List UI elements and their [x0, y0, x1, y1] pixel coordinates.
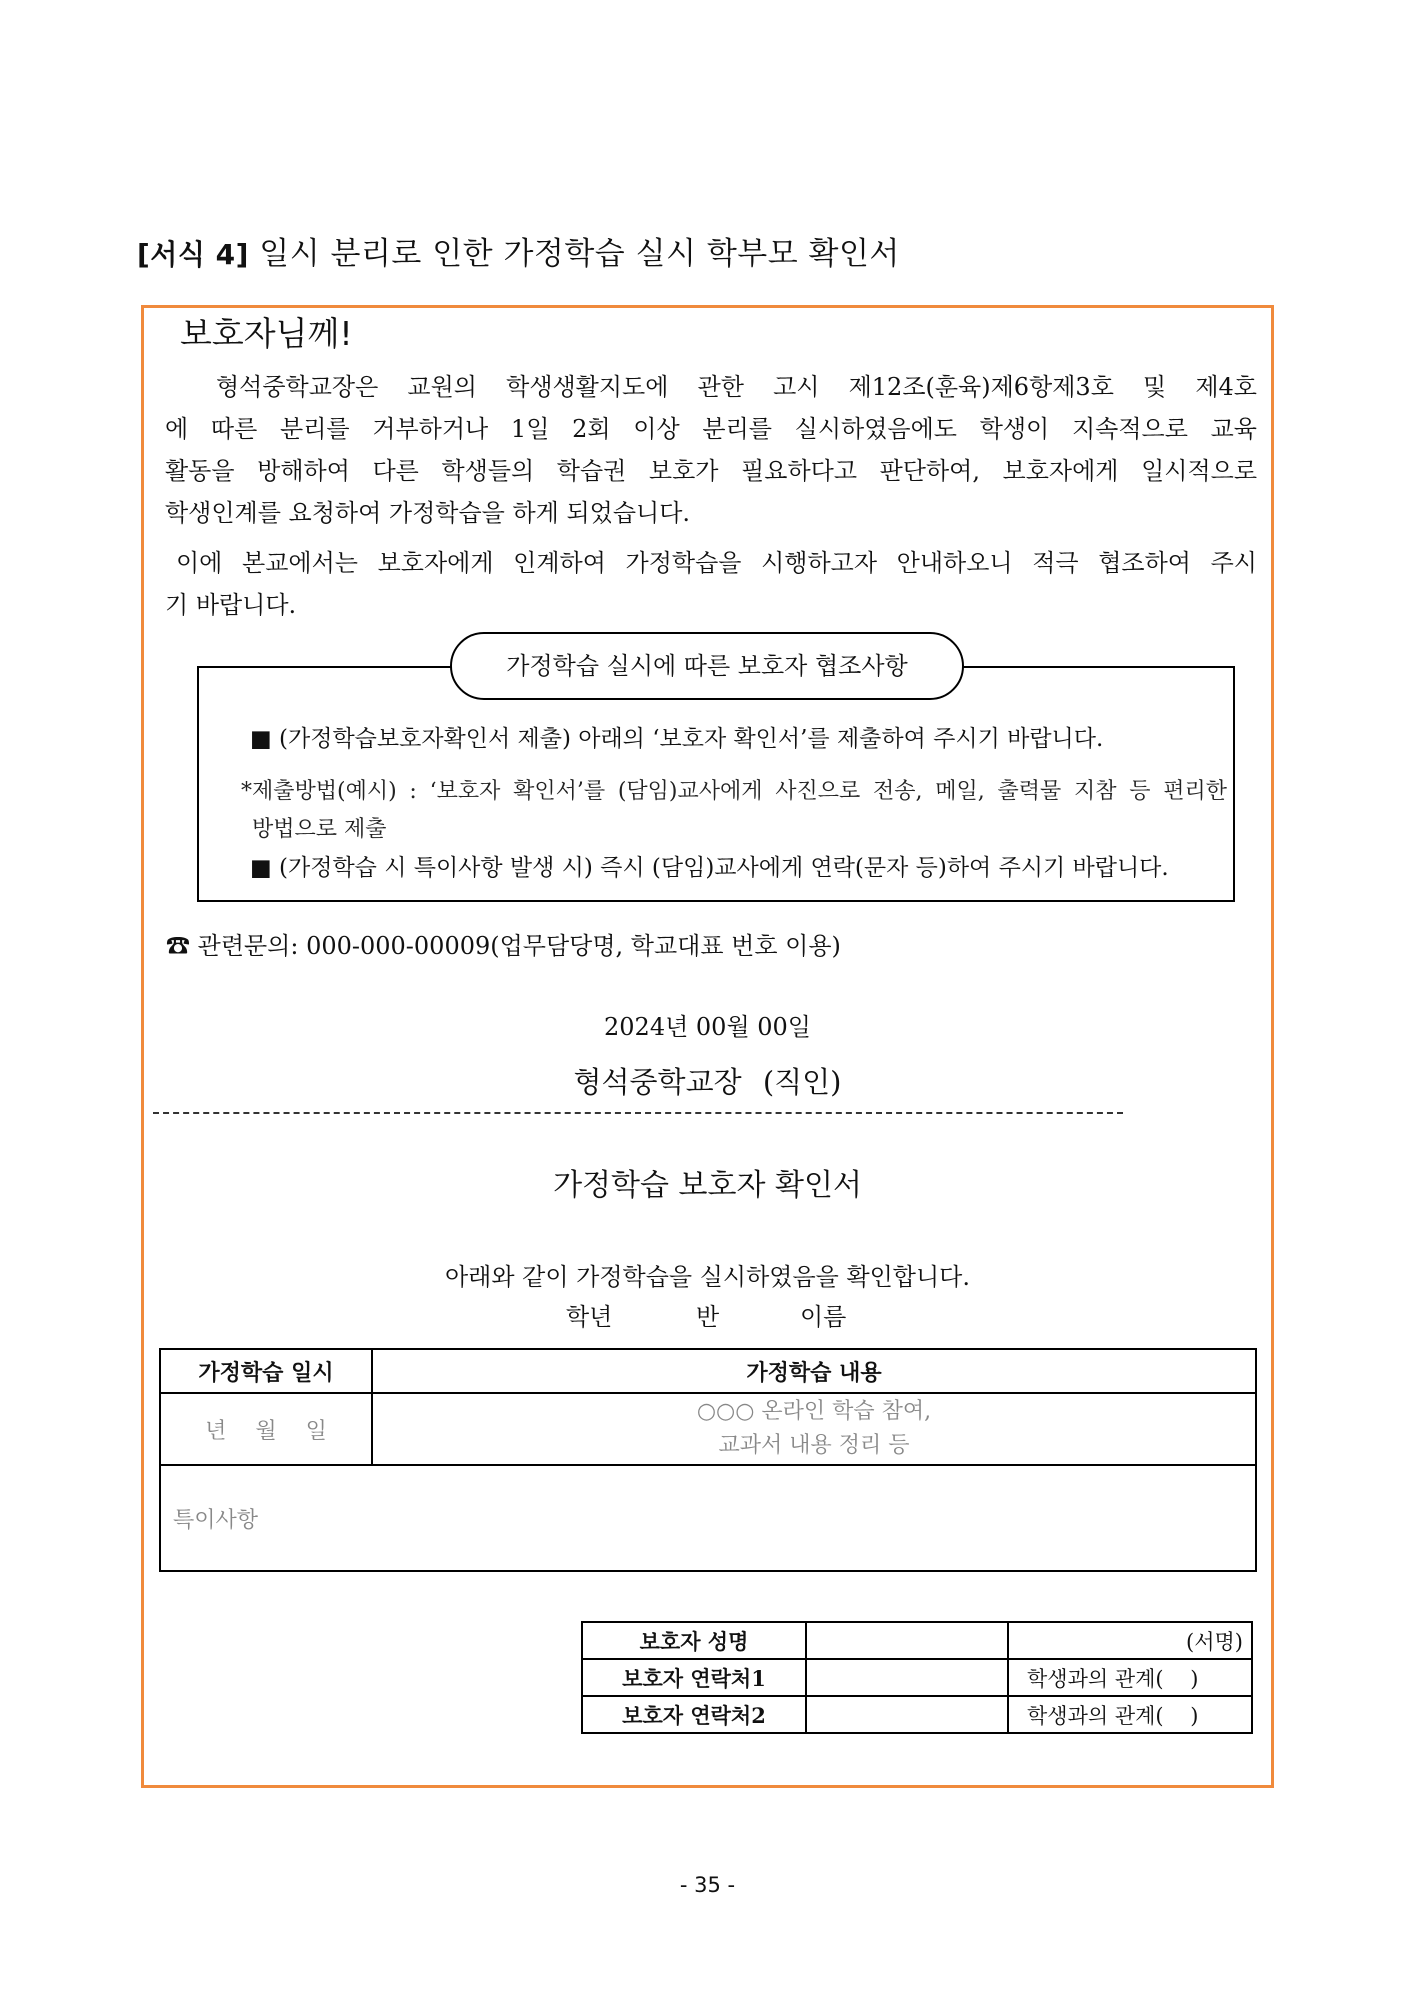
learning-content-example-2: 교과서 내용 정리 등: [718, 1433, 910, 1458]
form-title-text: 일시 분리로 인한 가정학습 실시 학부모 확인서: [259, 236, 900, 272]
guardian-name-field[interactable]: [806, 1622, 1008, 1659]
learning-date-cell[interactable]: 년 월 일: [160, 1393, 372, 1465]
grade-label: 학년: [566, 1303, 613, 1331]
contact-info: ☎ 관련문의: 000-000-00009(업무담당명, 학교대표 번호 이용): [166, 932, 841, 960]
signature-row: [582, 1659, 1252, 1696]
submission-method-note: *제출방법(예시) : ‘보호자 확인서’를 (담임)교사에게 사진으로 전송, 메일, 출력물 지참 등 편리한: [241, 779, 1227, 804]
guardian-name-label: 보호자 성명: [582, 1622, 806, 1659]
guardian-contact2-field[interactable]: [806, 1696, 1008, 1733]
signature-mark[interactable]: (서명): [1008, 1622, 1252, 1659]
confirmation-title: 가정학습 보호자 확인서: [553, 1168, 862, 1203]
body-line: 형석중학교장은 교원의 학생생활지도에 관한 고시 제12조(훈육)제6항제3호 및 제4호: [216, 373, 1257, 401]
relationship2-field[interactable]: 학생과의 관계( ): [1008, 1696, 1252, 1733]
relationship1-field[interactable]: 학생과의 관계( ): [1008, 1659, 1252, 1696]
guardian-contact1-label: 보호자 연락처1: [582, 1659, 806, 1696]
form-number-tag: [서식 4]: [137, 238, 249, 271]
issue-date: 2024년 00월 00일: [604, 1013, 811, 1041]
issuer-seal: 형석중학교장 (직인): [573, 1065, 842, 1099]
body-line: 학생인계를 요청하여 가정학습을 하게 되었습니다.: [165, 499, 691, 527]
cooperation-item-contact: ■ (가정학습 시 특이사항 발생 시) 즉시 (담임)교사에게 연락(문자 등)하여 주시기 바랍니다.: [250, 855, 1169, 881]
body-line: 기 바랍니다.: [165, 591, 297, 619]
guardian-signature-table: [581, 1621, 1253, 1734]
home-learning-table: [159, 1348, 1257, 1572]
special-notes-cell[interactable]: [160, 1465, 1256, 1571]
body-line: 활동을 방해하여 다른 학생들의 학습권 보호가 필요하다고 판단하여, 보호자에게 일시적으로: [165, 457, 1257, 485]
confirmation-statement: 아래와 같이 가정학습을 실시하였음을 확인합니다.: [444, 1263, 970, 1291]
form-title: [137, 228, 900, 273]
signature-row: [582, 1696, 1252, 1733]
learning-content-cell[interactable]: [372, 1393, 1256, 1465]
guardian-contact2-label: 보호자 연락처2: [582, 1696, 806, 1733]
header-learning-content: 가정학습 내용: [372, 1349, 1256, 1393]
submission-method-note-cont: 방법으로 제출: [252, 817, 387, 842]
body-line: 에 따른 분리를 거부하거나 1일 2회 이상 분리를 실시하였음에도 학생이 지속적으로 교육: [165, 415, 1257, 443]
learning-content-example-1: ○○○ 온라인 학습 참여,: [696, 1399, 932, 1424]
special-notes-label: 특이사항: [173, 1507, 259, 1533]
page-number: - 35 -: [679, 1873, 736, 1897]
class-label: 반: [696, 1303, 720, 1331]
name-label: 이름: [800, 1303, 847, 1331]
salutation: 보호자님께!: [180, 314, 353, 353]
cut-line: [153, 1112, 1123, 1114]
cooperation-item-submit: ■ (가정학습보호자확인서 제출) 아래의 ‘보호자 확인서’를 제출하여 주시기 바랍니다.: [250, 726, 1104, 752]
header-learning-date: 가정학습 일시: [160, 1349, 372, 1393]
guardian-contact1-field[interactable]: [806, 1659, 1008, 1696]
body-line: 이에 본교에서는 보호자에게 인계하여 가정학습을 시행하고자 안내하오니 적극 협조하여 주시: [176, 549, 1257, 577]
signature-row: [582, 1622, 1252, 1659]
cooperation-box-label: 가정학습 실시에 따른 보호자 협조사항: [450, 632, 964, 700]
